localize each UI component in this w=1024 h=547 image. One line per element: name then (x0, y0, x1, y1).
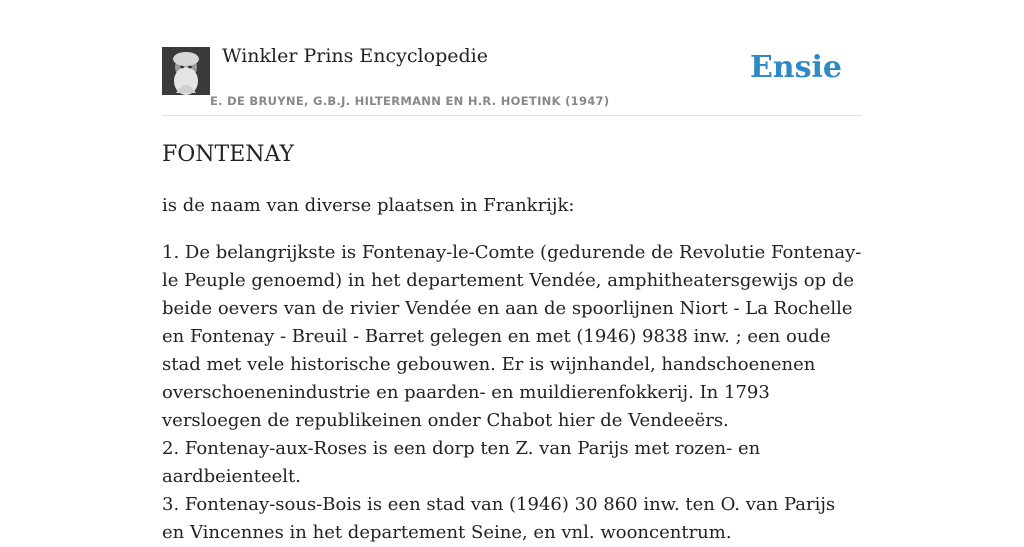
ensie-logo-link[interactable]: Ensie (749, 50, 842, 85)
entry-item: 2. Fontenay-aux-Roses is een dorp ten Z. van Parijs met rozen- en aardbeienteelt. (162, 438, 761, 487)
source-header (162, 0, 862, 116)
source-authors: E. DE BRUYNE, G.B.J. HILTERMANN EN H.R. HOETINK (1947) (210, 94, 610, 108)
entry-title: FONTENAY (162, 142, 295, 167)
entry-intro: is de naam van diverse plaatsen in Frankrijk: (162, 195, 575, 216)
entry-body (162, 239, 862, 547)
source-title-link[interactable]: Winkler Prins Encyclopedie (222, 45, 488, 67)
entry-item: 3. Fontenay-sous-Bois is een stad van (1946) 30 860 inw. ten O. van Parijs en Vincennes in het departement Seine, en vnl. wooncentrum. (162, 494, 836, 543)
entry-item: 1. De belangrijkste is Fontenay-le-Comte (gedurende de Revolutie Fontenay-le Peuple genoemd) in het departement Vendée, amphitheatersgewijs op de beide oevers van de rivier Vendée en aan de spoorlijnen Niort - La Rochelle en Fontenay - Breuil - Barret gelegen en met (1946) 9838 inw. ; een oude stad met vele historische gebouwen. Er is wijnhandel, handschoenenen overschoenenindustrie en paarden- en muildierenfokkerij. In 1793 versloegen de republikeinen onder Chabot hier de Vendeeërs. (162, 242, 862, 431)
author-avatar[interactable] (162, 47, 210, 95)
article-content (162, 138, 862, 547)
author-portrait-icon (162, 47, 210, 95)
